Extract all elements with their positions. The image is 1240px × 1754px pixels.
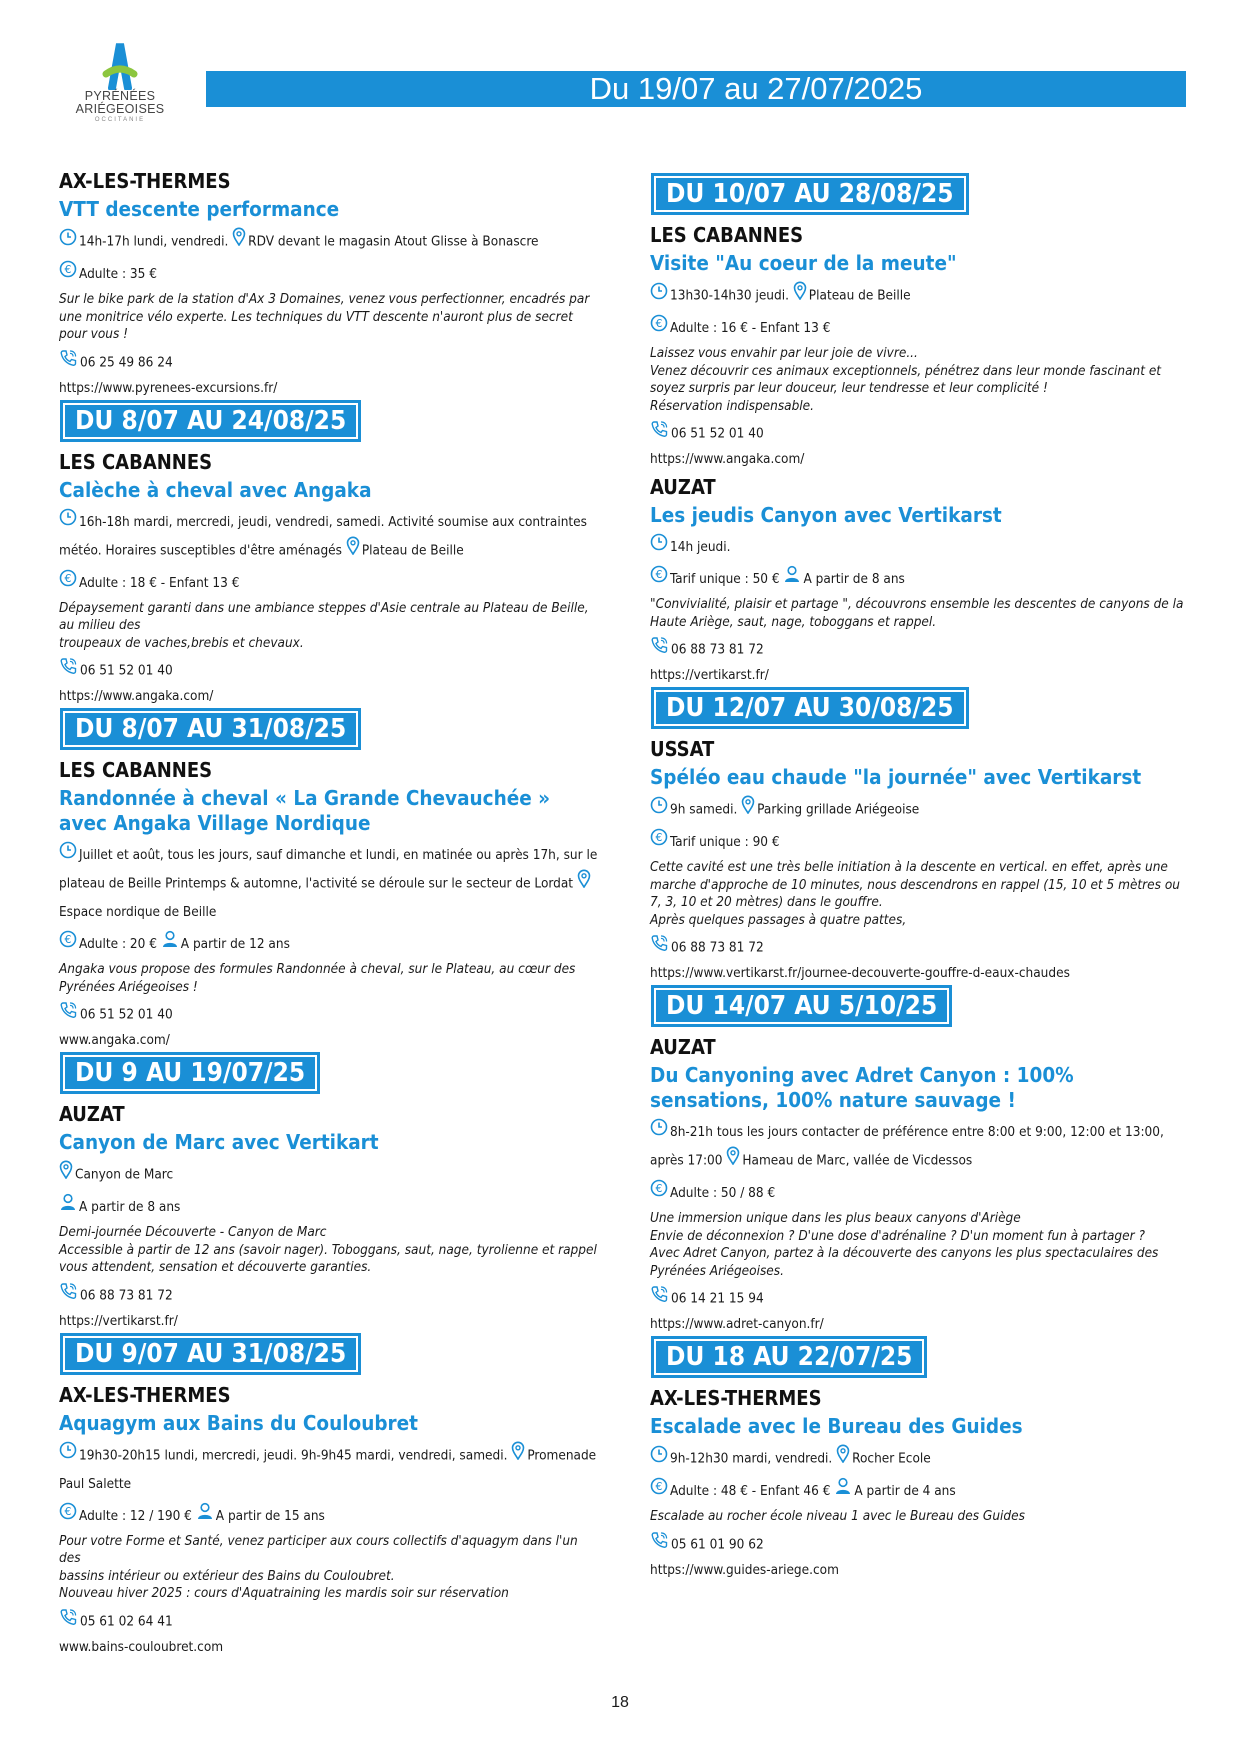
event-place: RDV devant le magasin Atout Glisse à Bonascre — [248, 233, 539, 250]
event-block — [59, 403, 599, 710]
clock-icon — [650, 533, 668, 561]
phone-icon — [650, 934, 669, 961]
event-website-link[interactable]: https://www.pyrenees-excursions.fr/ — [59, 379, 278, 396]
event-price-age — [59, 569, 599, 597]
event-website-link[interactable]: https://www.guides-ariege.com — [650, 1561, 839, 1578]
event-time-place — [650, 1444, 1190, 1473]
clock-icon — [650, 796, 668, 824]
event-time: 14h-17h lundi, vendredi. — [79, 233, 229, 250]
event-block — [59, 168, 599, 401]
event-time-place — [650, 281, 1190, 310]
event-place: Espace nordique de Beille — [59, 904, 217, 920]
event-block — [59, 711, 599, 1053]
logo — [74, 40, 166, 123]
event-phone-line — [650, 1285, 1190, 1312]
event-price: Adulte : 48 € - Enfant 46 € — [670, 1483, 831, 1499]
location-pin-icon — [577, 869, 591, 898]
page-number: 18 — [611, 1694, 629, 1711]
event-website-link[interactable]: https://www.adret-canyon.fr/ — [650, 1316, 824, 1332]
event-time: 9h-12h30 mardi, vendredi. — [670, 1450, 833, 1467]
event-phone[interactable]: 06 51 52 01 40 — [671, 425, 764, 442]
event-time-place — [650, 1118, 1190, 1175]
event-block — [650, 176, 1190, 472]
event-phone[interactable]: 06 51 52 01 40 — [80, 662, 173, 679]
event-time: Juillet et août, tous les jours, sauf dimanche et lundi, en matinée ou après 17h, sur le plateau de Beille Printemps & automne, l'activité se déroule sur le secteur de Lordat — [59, 847, 598, 892]
euro-icon — [650, 1179, 668, 1207]
event-place: Parking grillade Ariégeoise — [757, 801, 920, 818]
event-place: Plateau de Beille — [361, 542, 464, 558]
event-date-bar: DU 18 AU 22/07/25 — [654, 1339, 924, 1375]
event-phone[interactable]: 05 61 01 90 62 — [671, 1536, 764, 1552]
phone-icon — [650, 1531, 669, 1558]
person-icon — [783, 565, 801, 593]
event-price: Adulte : 35 € — [79, 266, 157, 282]
euro-icon — [650, 1477, 668, 1505]
event-price-age — [650, 1179, 1190, 1207]
event-title[interactable]: Visite "Au coeur de la meute" — [650, 251, 957, 275]
phone-icon — [59, 349, 78, 376]
event-phone-line — [650, 934, 1190, 961]
event-town: AX-LES-THERMES — [59, 1382, 231, 1407]
event-phone[interactable]: 06 88 73 81 72 — [671, 939, 764, 956]
phone-icon — [59, 657, 78, 684]
event-time: 8h-21h tous les jours contacter de préférence entre 8:00 et 9:00, 12:00 et 13:00, après 17:00 — [650, 1124, 1164, 1169]
event-phone-line — [59, 1282, 599, 1309]
event-town: LES CABANNES — [59, 758, 213, 782]
date-range-banner: Du 19/07 au 27/07/2025 — [206, 71, 1186, 107]
event-phone-line — [650, 1531, 1190, 1558]
location-pin-icon — [59, 1160, 73, 1189]
event-age: A partir de 8 ans — [79, 1199, 181, 1215]
euro-icon — [59, 260, 77, 288]
event-date-bar: DU 8/07 AU 31/08/25 — [63, 711, 358, 747]
event-phone[interactable]: 06 88 73 81 72 — [671, 641, 764, 658]
event-website-link[interactable]: www.bains-couloubret.com — [59, 1638, 224, 1655]
event-place: Promenade Paul Salette — [59, 1447, 597, 1492]
event-title[interactable]: Escalade avec le Bureau des Guides — [650, 1414, 1023, 1438]
event-date-bar: DU 14/07 AU 5/10/25 — [654, 988, 949, 1024]
event-phone[interactable]: 06 25 49 86 24 — [80, 354, 173, 370]
person-icon — [834, 1477, 852, 1505]
event-date-bar: DU 12/07 AU 30/08/25 — [654, 690, 966, 726]
event-time-place — [650, 795, 1190, 824]
clock-icon — [59, 841, 77, 869]
person-icon — [59, 1193, 77, 1221]
left-column — [59, 168, 599, 1662]
euro-icon — [59, 569, 77, 597]
phone-icon — [59, 1282, 78, 1309]
event-title[interactable]: Les jeudis Canyon avec Vertikarst — [650, 503, 1002, 527]
event-description: Pour votre Forme et Santé, venez participer aux cours collectifs d'aquagym dans l'un des bassins intérieur ou extérieur des Bains du Couloubret. Nouveau hiver 2025 : cours d'Aquatraining les mardis soir sur réservation — [59, 1532, 578, 1601]
event-town: AUZAT — [59, 1102, 125, 1126]
location-pin-icon — [741, 795, 755, 824]
event-town: LES CABANNES — [650, 223, 804, 247]
event-date-bar: DU 9 AU 19/07/25 — [63, 1055, 317, 1091]
svg-text:€: € — [64, 571, 72, 585]
event-time-place — [650, 533, 1190, 561]
event-price-age — [59, 260, 599, 288]
event-price: Adulte : 20 € — [79, 936, 157, 952]
event-time-place — [59, 508, 599, 565]
event-town: AUZAT — [650, 475, 716, 499]
event-age: A partir de 8 ans — [803, 571, 905, 587]
event-price-age — [650, 565, 1190, 593]
clock-icon — [650, 1118, 668, 1146]
event-description: Sur le bike park de la station d'Ax 3 Domaines, venez vous perfectionner, encadrés par une monitrice vélo experte. Les techniques du VTT descente n'auront plus de secret pour vous ! — [59, 291, 590, 342]
svg-text:€: € — [655, 317, 663, 330]
event-age: A partir de 4 ans — [854, 1483, 956, 1499]
svg-text:€: € — [655, 1182, 663, 1195]
event-price-age — [650, 1477, 1190, 1505]
event-price: Adulte : 12 / 190 € — [79, 1507, 192, 1524]
svg-text:€: € — [64, 933, 72, 946]
event-block — [650, 474, 1190, 688]
event-time: 9h samedi. — [670, 801, 738, 818]
event-title[interactable]: Randonnée à cheval « La Grande Chevauchée » avec Angaka Village Nordique — [59, 786, 551, 835]
event-time-place — [59, 841, 599, 926]
euro-icon — [59, 930, 77, 958]
event-description: Angaka vous propose des formules Randonnée à cheval, sur le Plateau, au cœur des Pyrénées Ariégeoises ! — [59, 961, 576, 995]
event-age: A partir de 15 ans — [215, 1507, 325, 1524]
event-phone-line — [59, 1001, 599, 1028]
event-price-age — [59, 930, 599, 958]
event-phone[interactable]: 05 61 02 64 41 — [80, 1613, 173, 1629]
event-title[interactable]: Calèche à cheval avec Angaka — [59, 477, 372, 502]
phone-icon — [650, 1285, 669, 1312]
svg-text:€: € — [655, 831, 663, 844]
event-block — [650, 1339, 1190, 1583]
event-phone[interactable]: 06 88 73 81 72 — [80, 1287, 173, 1303]
euro-icon — [650, 565, 668, 593]
event-website-link[interactable]: https://www.angaka.com/ — [59, 688, 214, 704]
event-date-bar: DU 10/07 AU 28/08/25 — [654, 176, 966, 212]
event-time: 14h jeudi. — [670, 539, 731, 555]
clock-icon — [59, 228, 77, 256]
event-phone-line — [59, 349, 599, 376]
event-place: Hameau de Marc, vallée de Vicdessos — [742, 1152, 973, 1169]
event-place: Canyon de Marc — [75, 1166, 174, 1183]
euro-icon — [59, 1502, 77, 1530]
event-price: Adulte : 16 € - Enfant 13 € — [670, 320, 831, 336]
event-price-age — [650, 828, 1190, 856]
event-title[interactable]: VTT descente performance — [59, 197, 340, 221]
event-description: Une immersion unique dans les plus beaux canyons d'Ariège Envie de déconnexion ? D'une dose d'adrénaline ? D'un moment fun à partager ? Avec Adret Canyon, partez à la découverte des canyons les plus spectaculaires des Pyrénées Ariégeoises. — [650, 1210, 1159, 1279]
event-price: Tarif unique : 50 € — [670, 571, 780, 587]
logo-mark-icon — [98, 40, 142, 90]
event-price-age — [650, 314, 1190, 342]
event-website-link[interactable]: https://vertikarst.fr/ — [650, 667, 769, 683]
event-phone-line — [650, 420, 1190, 447]
clock-icon — [650, 1445, 668, 1473]
svg-text:€: € — [655, 1480, 663, 1493]
event-phone[interactable]: 06 51 52 01 40 — [80, 1006, 173, 1023]
event-time: 16h-18h mardi, mercredi, jeudi, vendredi, samedi. Activité soumise aux contraintes météo. Horaires susceptibles d'être aménagés — [59, 513, 587, 558]
event-place: Rocher Ecole — [852, 1450, 931, 1467]
event-website-link[interactable]: https://www.angaka.com/ — [650, 451, 805, 467]
event-town: USSAT — [650, 737, 715, 761]
logo-line-3: OCCITANIE — [94, 117, 146, 123]
event-time: 13h30-14h30 jeudi. — [670, 287, 789, 304]
event-price: Adulte : 18 € - Enfant 13 € — [79, 574, 240, 591]
event-price-age — [59, 1193, 599, 1221]
event-block — [59, 1055, 599, 1334]
event-block — [650, 690, 1190, 986]
event-price: Adulte : 50 / 88 € — [670, 1185, 776, 1201]
person-icon — [161, 930, 179, 958]
clock-icon — [650, 282, 668, 310]
svg-text:€: € — [655, 568, 663, 581]
clock-icon — [59, 1441, 77, 1469]
event-time-place — [59, 1441, 599, 1498]
location-pin-icon — [511, 1441, 525, 1470]
event-title[interactable]: Spéléo eau chaude "la journée" avec Vertikarst — [650, 765, 1142, 789]
event-town: LES CABANNES — [59, 449, 213, 474]
phone-icon — [650, 636, 669, 663]
event-age: A partir de 12 ans — [180, 936, 290, 952]
person-icon — [196, 1502, 214, 1530]
logo-line-1: PYRÉNÉES — [84, 89, 156, 103]
euro-icon — [650, 314, 668, 342]
event-time-place — [59, 227, 599, 256]
event-website-link[interactable]: www.angaka.com/ — [59, 1032, 170, 1048]
svg-text:€: € — [64, 1504, 72, 1518]
right-column — [650, 176, 1190, 1585]
event-date-bar: DU 8/07 AU 24/08/25 — [63, 403, 358, 439]
event-place: Plateau de Beille — [808, 287, 911, 304]
phone-icon — [650, 420, 669, 447]
event-description: Cette cavité est une très belle initiation à la descente en vertical. en effet, après une marche d'approche de 10 minutes, nous descendrons en rappel (15, 10 et 5 mètres ou 7, 3, 10 et 20 mètres) dans le gouffre. Après quelques passages à quatre pattes, — [650, 859, 1180, 928]
event-town: AX-LES-THERMES — [650, 1386, 822, 1410]
event-price-age — [59, 1502, 599, 1530]
location-pin-icon — [232, 227, 246, 256]
phone-icon — [59, 1608, 78, 1635]
clock-icon — [59, 508, 77, 536]
event-website-link[interactable]: https://www.vertikarst.fr/journee-decouverte-gouffre-d-eaux-chaudes — [650, 965, 1070, 981]
event-description: Laissez vous envahir par leur joie de vivre... Venez découvrir ces animaux exceptionnels, pénétrez dans leur monde fascinant et soyez surpris par leur douceur, leur tendresse et leur complicité ! Réservation indispensable. — [650, 345, 1162, 414]
event-phone[interactable]: 06 14 21 15 94 — [671, 1290, 764, 1307]
event-phone-line — [59, 657, 599, 684]
event-website-link[interactable]: https://vertikarst.fr/ — [59, 1312, 178, 1329]
event-title[interactable]: Du Canyoning avec Adret Canyon : 100% sensations, 100% nature sauvage ! — [650, 1063, 1074, 1112]
event-description: Demi-journée Découverte - Canyon de Marc Accessible à partir de 12 ans (savoir nager). Toboggans, saut, nage, tyrolienne et rappel vous attendent, sensation et découverte garanties. — [59, 1224, 597, 1275]
event-block — [650, 988, 1190, 1337]
event-description: "Convivialité, plaisir et partage ", découvrons ensemble les descentes de canyons de la Haute Ariège, saut, nage, toboggans et rappel. — [650, 596, 1184, 630]
event-block — [59, 1336, 599, 1660]
svg-text:€: € — [64, 263, 72, 276]
event-date-bar: DU 9/07 AU 31/08/25 — [63, 1336, 358, 1372]
location-pin-icon — [726, 1146, 740, 1175]
event-title[interactable]: Aquagym aux Bains du Couloubret — [59, 1410, 418, 1435]
event-phone-line — [59, 1608, 599, 1635]
event-time-place — [59, 1160, 599, 1189]
euro-icon — [650, 828, 668, 856]
phone-icon — [59, 1001, 78, 1028]
event-town: AUZAT — [650, 1035, 716, 1059]
event-description: Dépaysement garanti dans une ambiance steppes d'Asie centrale au Plateau de Beille, au milieu des troupeaux de vaches,brebis et chevaux. — [59, 599, 589, 651]
event-phone-line — [650, 636, 1190, 663]
logo-line-2: ARIÉGEOISES — [75, 102, 165, 116]
location-pin-icon — [346, 536, 360, 565]
location-pin-icon — [836, 1444, 850, 1473]
location-pin-icon — [793, 281, 807, 310]
event-description: Escalade au rocher école niveau 1 avec le Bureau des Guides — [650, 1508, 1025, 1524]
event-town: AX-LES-THERMES — [59, 169, 231, 193]
event-time: 19h30-20h15 lundi, mercredi, jeudi. 9h-9h45 mardi, vendredi, samedi. — [79, 1447, 508, 1463]
event-price: Tarif unique : 90 € — [670, 834, 780, 850]
event-title[interactable]: Canyon de Marc avec Vertikart — [59, 1130, 379, 1154]
